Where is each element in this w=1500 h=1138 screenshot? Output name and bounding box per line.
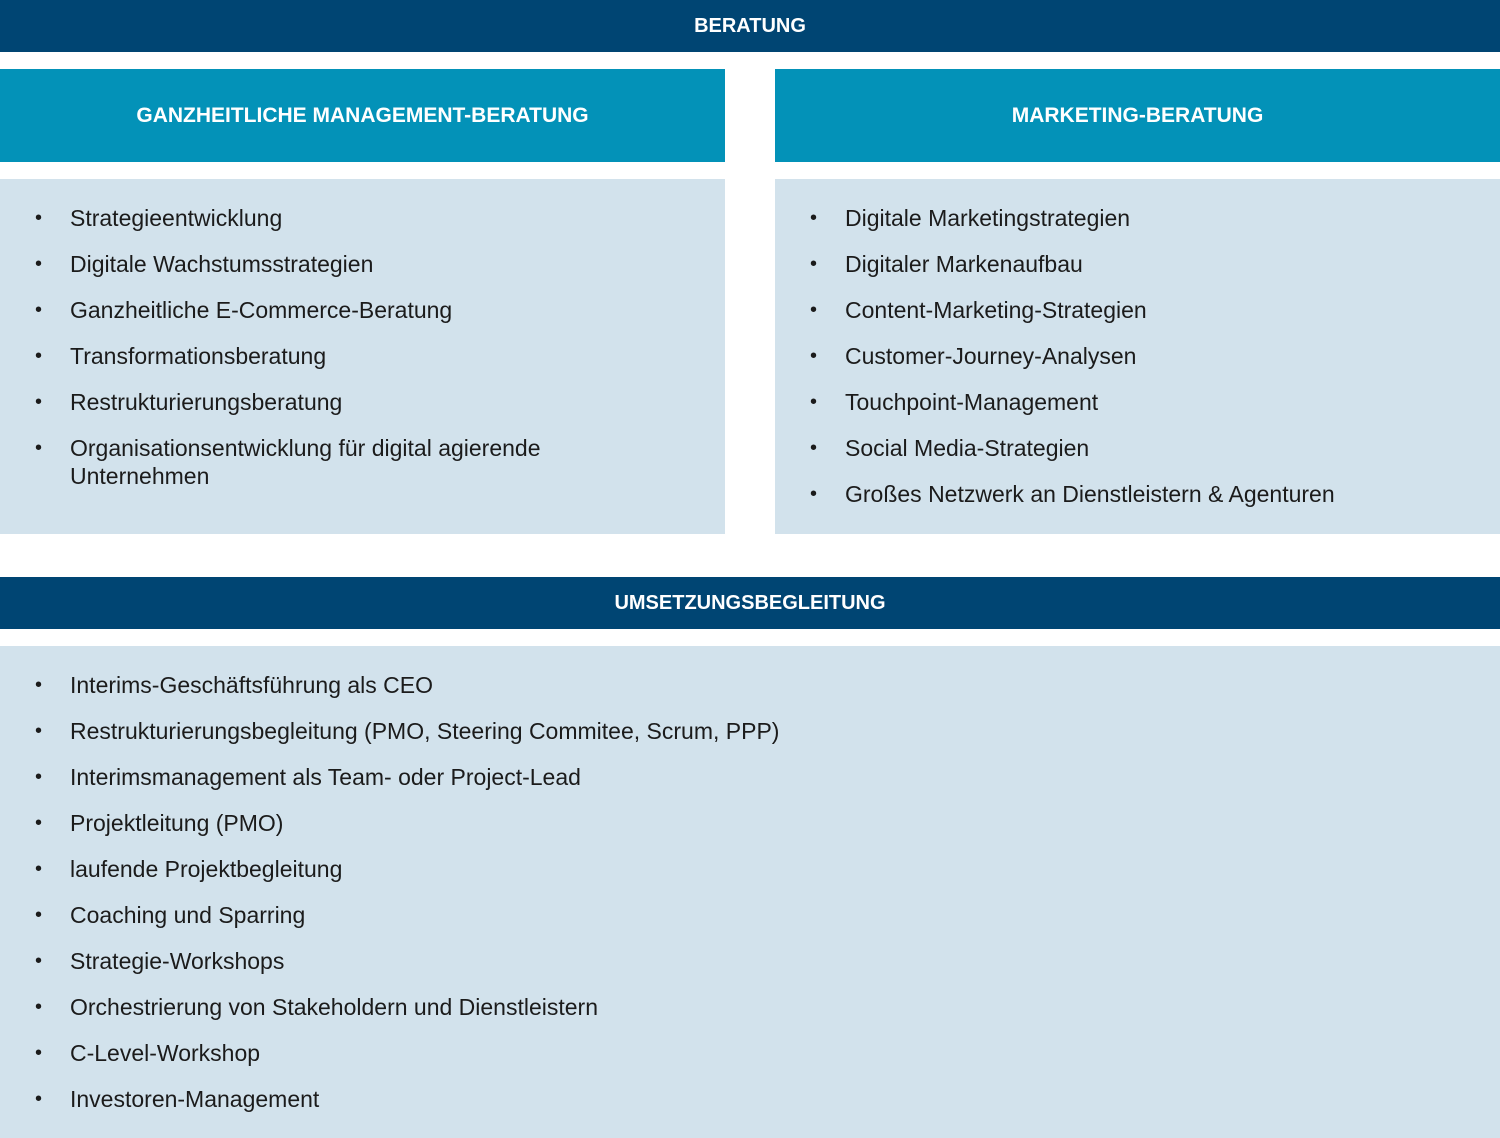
list-item: • Social Media-Strategien [810, 435, 1090, 461]
list-item: • C-Level-Workshop [35, 1040, 261, 1066]
umsetzung-title: UMSETZUNGSBEGLEITUNG [614, 591, 886, 614]
bullet-icon: • [35, 858, 43, 880]
bullet-icon: • [35, 996, 43, 1018]
list-item: • Transformationsberatung [35, 343, 327, 369]
list-item: • Großes Netzwerk an Dienstleistern & Agenturen [810, 481, 1335, 507]
management-beratung-header [0, 69, 725, 162]
bullet-icon: • [35, 345, 43, 367]
list-item: • Orchestrierung von Stakeholdern und Dienstleistern [35, 994, 599, 1020]
bullet-icon: • [35, 437, 43, 459]
list-item: • Customer-Journey-Analysen [810, 343, 1137, 369]
management-beratung-panel [0, 179, 725, 534]
bullet-icon: • [35, 766, 43, 788]
umsetzung-list [0, 671, 1500, 1113]
list-item: • Strategie-Workshops [35, 948, 285, 974]
list-item: • Organisationsentwicklung für digital agierende Unternehmen [35, 435, 541, 489]
bullet-icon: • [810, 253, 818, 275]
umsetzung-header [0, 577, 1500, 629]
marketing-beratung-panel [775, 179, 1500, 534]
list-item: • Digitaler Markenaufbau [810, 251, 1083, 277]
bullet-icon: • [35, 299, 43, 321]
bullet-icon: • [810, 391, 818, 413]
marketing-beratung-title: MARKETING-BERATUNG [1011, 103, 1264, 127]
bullet-icon: • [35, 1042, 43, 1064]
list-item: • Ganzheitliche E-Commerce-Beratung [35, 297, 453, 323]
bullet-icon: • [35, 674, 43, 696]
list-item: • Interims-Geschäftsführung als CEO [35, 672, 434, 698]
bullet-icon: • [35, 1088, 43, 1110]
list-item: • Digitale Wachstumsstrategien [35, 251, 374, 277]
list-item: • Strategieentwicklung [35, 205, 283, 231]
list-item: • laufende Projektbegleitung [35, 856, 343, 882]
list-item: • Digitale Marketingstrategien [810, 205, 1131, 231]
list-item: • Projektleitung (PMO) [35, 810, 284, 836]
bullet-icon: • [35, 391, 43, 413]
list-item: • Investoren-Management [35, 1086, 320, 1112]
bullet-icon: • [810, 483, 818, 505]
bullet-icon: • [35, 812, 43, 834]
bullet-icon: • [35, 904, 43, 926]
list-item: • Interimsmanagement als Team- oder Project-Lead [35, 764, 581, 790]
bullet-icon: • [810, 207, 818, 229]
bullet-icon: • [35, 207, 43, 229]
list-item: • Restrukturierungsberatung [35, 389, 343, 415]
list-item: • Content-Marketing-Strategien [810, 297, 1147, 323]
bullet-icon: • [35, 950, 43, 972]
list-item: • Restrukturierungsbegleitung (PMO, Steering Commitee, Scrum, PPP) [35, 718, 780, 744]
bullet-icon: • [35, 253, 43, 275]
bullet-icon: • [810, 345, 818, 367]
beratung-title: BERATUNG [694, 14, 806, 37]
management-beratung-title: GANZHEITLICHE MANAGEMENT-BERATUNG [136, 103, 589, 127]
management-beratung-list [0, 204, 725, 490]
list-item: • Coaching und Sparring [35, 902, 306, 928]
bullet-icon: • [810, 437, 818, 459]
beratung-header [0, 0, 1500, 52]
marketing-beratung-list [775, 204, 1500, 508]
bullet-icon: • [35, 720, 43, 742]
umsetzung-panel [0, 646, 1500, 1138]
bullet-icon: • [810, 299, 818, 321]
marketing-beratung-header [775, 69, 1500, 162]
list-item: • Touchpoint-Management [810, 389, 1099, 415]
